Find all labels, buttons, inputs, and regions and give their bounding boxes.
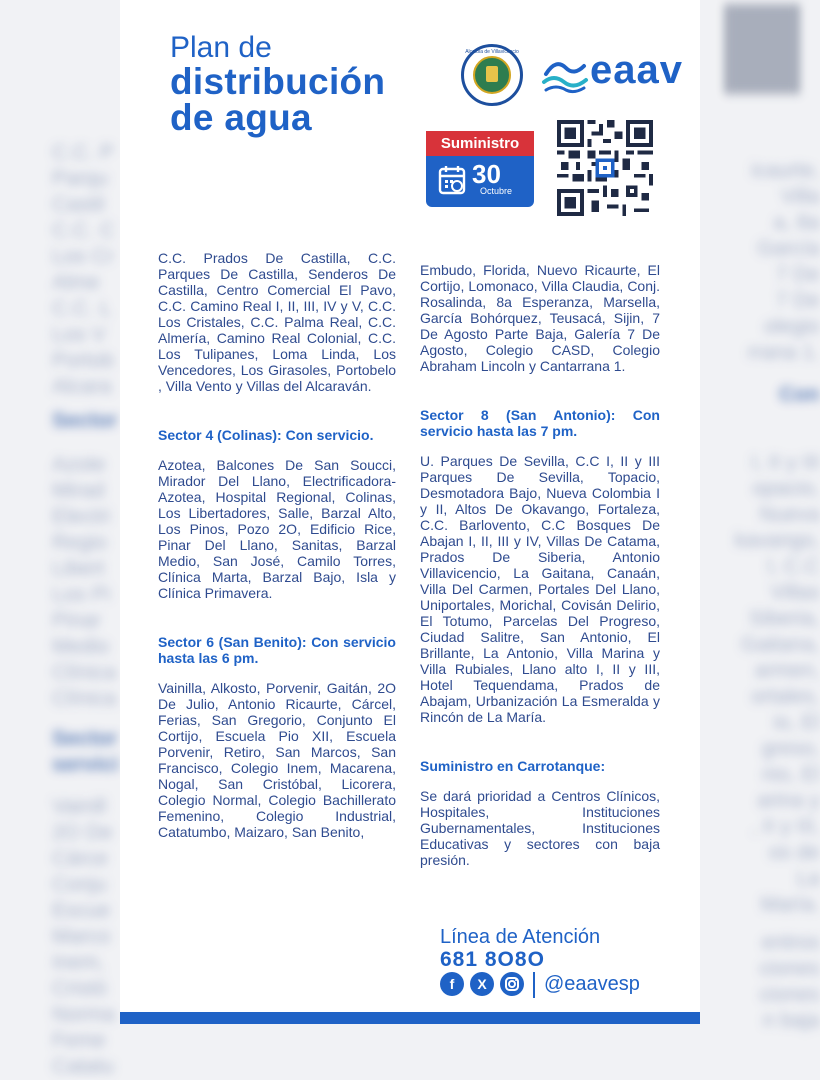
page-title [170, 32, 385, 136]
social-handle[interactable]: @eaavesp [544, 973, 640, 995]
sector-8-list: U. Parques De Sevilla, C.C I, II y III Parques De Sevilla, Topacio, Desmotadora Bajo, Nueva Colombia I y II, Altos De Okavango, Fortaleza, C.C. Barlovento, C.C Bosques De Abajan I, II, III y IV, Villas De Catama, Prados De Siberia, Antonio Villavicencio, La Gaitana, Canaán, Villa Del Carmen, Portales Del Llano, Uniportales, Morichal, Covisán Delirio, El Totumo, Parcelas Del Progreso, Ciudad Salitre, San Antonio, El Brillante, La Antonio, Villa Marina y Villa Rubiales, Llano alto I, II y III, Hotel Tequendama, Prados de Abajam, Urbanización La Esmeralda y Rincón de La María. [420, 453, 660, 725]
sector-4-heading: Sector 4 (Colinas): Con servicio. [158, 427, 374, 443]
distribution-plan-flyer [120, 0, 700, 1024]
title-line-2: distribución [170, 61, 386, 102]
right-column [420, 262, 660, 868]
carrotanque-heading: Suministro en Carrotanque: [420, 758, 606, 774]
x-icon[interactable]: X [470, 972, 494, 996]
sector-6-list-continuation: Embudo, Florida, Nuevo Ricaurte, El Cortijo, Lomonaco, Villa Claudia, Conj. Rosalinda, 8a Esperanza, Marsella, García Bohórquez, Teusacá, Sijin, 7 De Agosto Parte Baja, Galería 7 De Agosto, Colegio CASD, Colegio Abraham Lincoln y Cantarrana 1. [420, 262, 660, 374]
eaav-wordmark: eaav [590, 48, 683, 92]
blurred-background-left: C.C. P Parqu Castil C.C. C Los Cr Alme C.C. L Los V Portob Alcara Sector Azote Mirad Electri Regio Libert Los Pi Pinar Medio Clínica Clínica Sector servici Vainill 2O De Cárce Conju Escue Marco Inem, Cristó Norma Feme Catatu [52, 141, 119, 1078]
eaav-logo [542, 48, 692, 96]
badge-day: 30 [472, 159, 501, 189]
sector-4-list: Azotea, Balcones De San Soucci, Mirador Del Llano, Electrificadora-Azotea, Hospital Regional, Colinas, Los Libertadores, Salle, Barzal Alto, Los Pinos, Pozo 2O, Edificio Rice, Pinar Del Llano, Sanitas, Barzal Medio, San José, Camilo Torres, Clínica Marta, Barzal Bajo, Isla y Clínica Primavera. [158, 457, 396, 601]
blurred-background-right: icaurte, Villa a, 8a García 7 De 7 De olegio rrana 1. Con I, II y III opacio, Nueva kavango, l, C.C Villas Siberia, Gaitana, armen, ortales, io, El greso, nio, El arina y , II y III, os de La María. entros ciones ciones n baja [700, 0, 820, 1024]
title-line-1: Plan de [170, 31, 272, 64]
left-column [158, 250, 396, 840]
contact-block [440, 926, 600, 972]
seal-text: Alcaldía de Villavicencio [465, 49, 519, 55]
waves-icon [542, 56, 588, 94]
facebook-icon[interactable]: f [440, 972, 464, 996]
sector-6-list: Vainilla, Alkosto, Porvenir, Gaitán, 2O De Julio, Antonio Ricaurte, Cárcel, Ferias, San Gregorio, Conjunto El Cortijo, Escuela Pio XII, Escuela Porvenir, Retiro, San Marcos, San Francisco, Colegio Inem, Macarena, Nogal, San Cristóbal, Licorera, Colegio Normal, Colegio Bachillerato Femenino, Colegio Industrial, Catatumbo, Maizaro, San Benito, [158, 680, 396, 840]
sector-list-intro: C.C. Prados De Castilla, C.C. Parques De Castilla, Senderos De Castilla, Centro Comercial El Pavo, C.C. Camino Real I, II, III, IV y V, C.C. Los Cristales, C.C. Palma Real, C.C. Almería, Camino Real Colonial, C.C. Los Tulipanes, Loma Linda, Los Vencedores, Los Girasoles, Portobelo , Villa Vento y Villas del Alcaraván. [158, 250, 396, 394]
blurred-qr-code [726, 4, 800, 94]
badge-month: Octubre [480, 186, 513, 196]
title-line-3: de agua [170, 97, 312, 138]
bottom-accent-bar [120, 1012, 700, 1024]
sector-8-heading: Sector 8 (San Antonio): Con servicio hasta las 7 pm. [420, 407, 660, 439]
calendar-icon [438, 164, 466, 196]
sector-6-heading: Sector 6 (San Benito): Con servicio hasta las 6 pm. [158, 634, 396, 666]
seal-shield-icon [473, 56, 511, 94]
qr-code[interactable] [557, 120, 653, 216]
contact-label: Línea de Atención [440, 926, 601, 948]
badge-label: Suministro [426, 131, 534, 156]
carrotanque-text: Se dará prioridad a Centros Clínicos, Hospitales, Instituciones Gubernamentales, Instituciones Educativas y sectores con baja presión. [420, 788, 660, 868]
municipality-seal-logo [461, 44, 523, 106]
contact-phone[interactable]: 681 8O8O [440, 948, 545, 971]
instagram-icon[interactable] [500, 972, 524, 996]
social-divider [533, 972, 535, 998]
supply-date-badge [426, 131, 534, 207]
